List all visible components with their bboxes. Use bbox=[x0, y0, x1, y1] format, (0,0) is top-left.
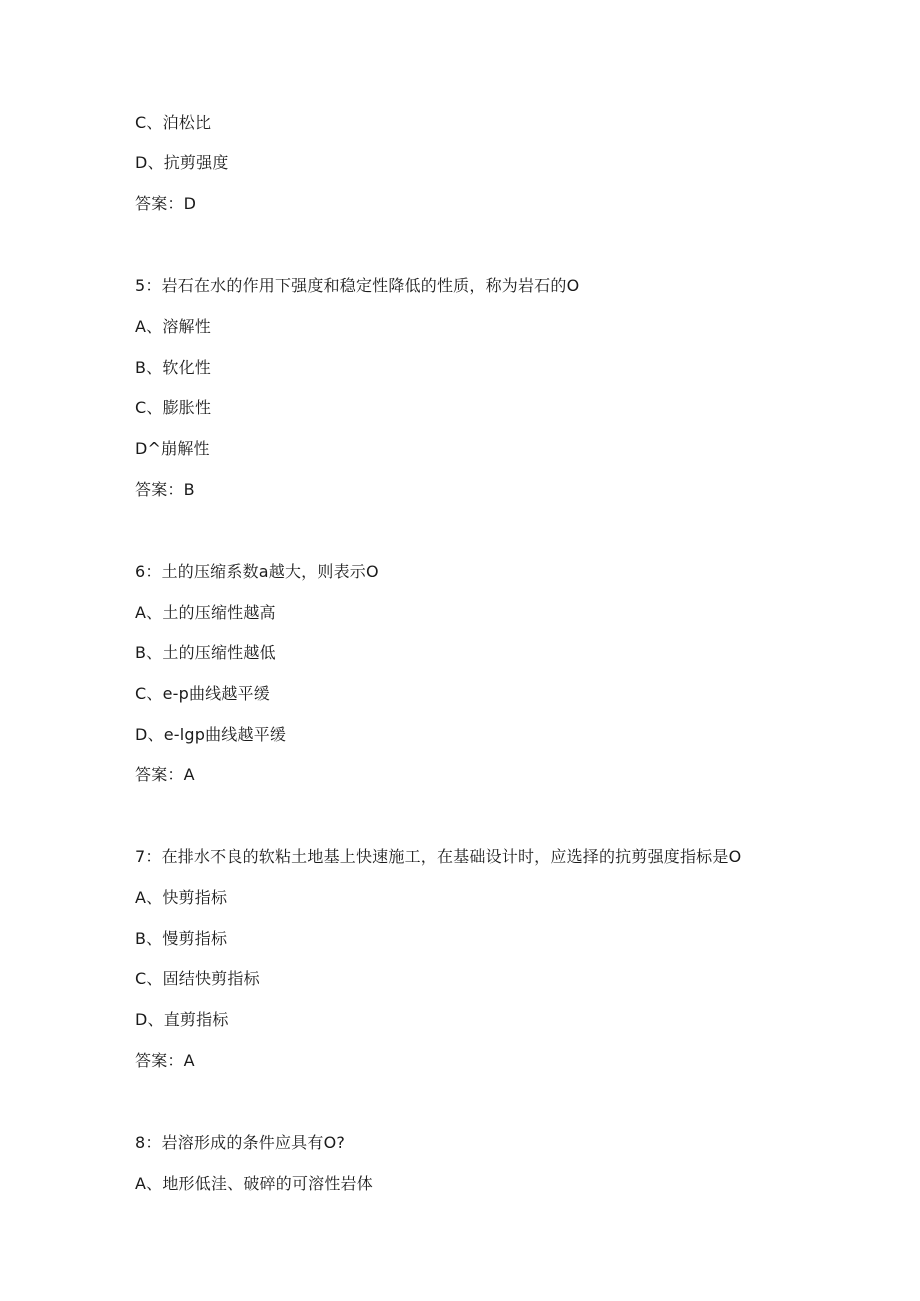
option-d: D、e-lgp曲线越平缓 bbox=[135, 725, 287, 744]
question-5: 5：岩石在水的作用下强度和稳定性降低的性质，称为岩石的O bbox=[135, 276, 580, 295]
option-a: A、溶解性 bbox=[135, 317, 211, 336]
option-b: B、慢剪指标 bbox=[135, 929, 228, 948]
option-c: C、膨胀性 bbox=[135, 398, 212, 417]
question-7: 7：在排水不良的软粘土地基上快速施工，在基础设计时，应选择的抗剪强度指标是O bbox=[135, 847, 742, 866]
option-a: A、土的压缩性越高 bbox=[135, 603, 276, 622]
option-d: D、抗剪强度 bbox=[135, 153, 229, 172]
answer: 答案：D bbox=[135, 194, 197, 213]
option-a: A、快剪指标 bbox=[135, 888, 228, 907]
option-c: C、固结快剪指标 bbox=[135, 969, 260, 988]
option-a: A、地形低洼、破碎的可溶性岩体 bbox=[135, 1174, 373, 1193]
answer: 答案：A bbox=[135, 765, 195, 784]
option-b: B、土的压缩性越低 bbox=[135, 643, 276, 662]
option-d: D、直剪指标 bbox=[135, 1010, 229, 1029]
option-d: D^崩解性 bbox=[135, 439, 210, 458]
option-c: C、e-p曲线越平缓 bbox=[135, 684, 270, 703]
option-c: C、泊松比 bbox=[135, 113, 212, 132]
question-8: 8：岩溶形成的条件应具有O? bbox=[135, 1133, 346, 1152]
answer: 答案：B bbox=[135, 480, 195, 499]
question-6: 6：土的压缩系数a越大，则表示O bbox=[135, 562, 379, 581]
option-b: B、软化性 bbox=[135, 358, 211, 377]
answer: 答案：A bbox=[135, 1051, 195, 1070]
